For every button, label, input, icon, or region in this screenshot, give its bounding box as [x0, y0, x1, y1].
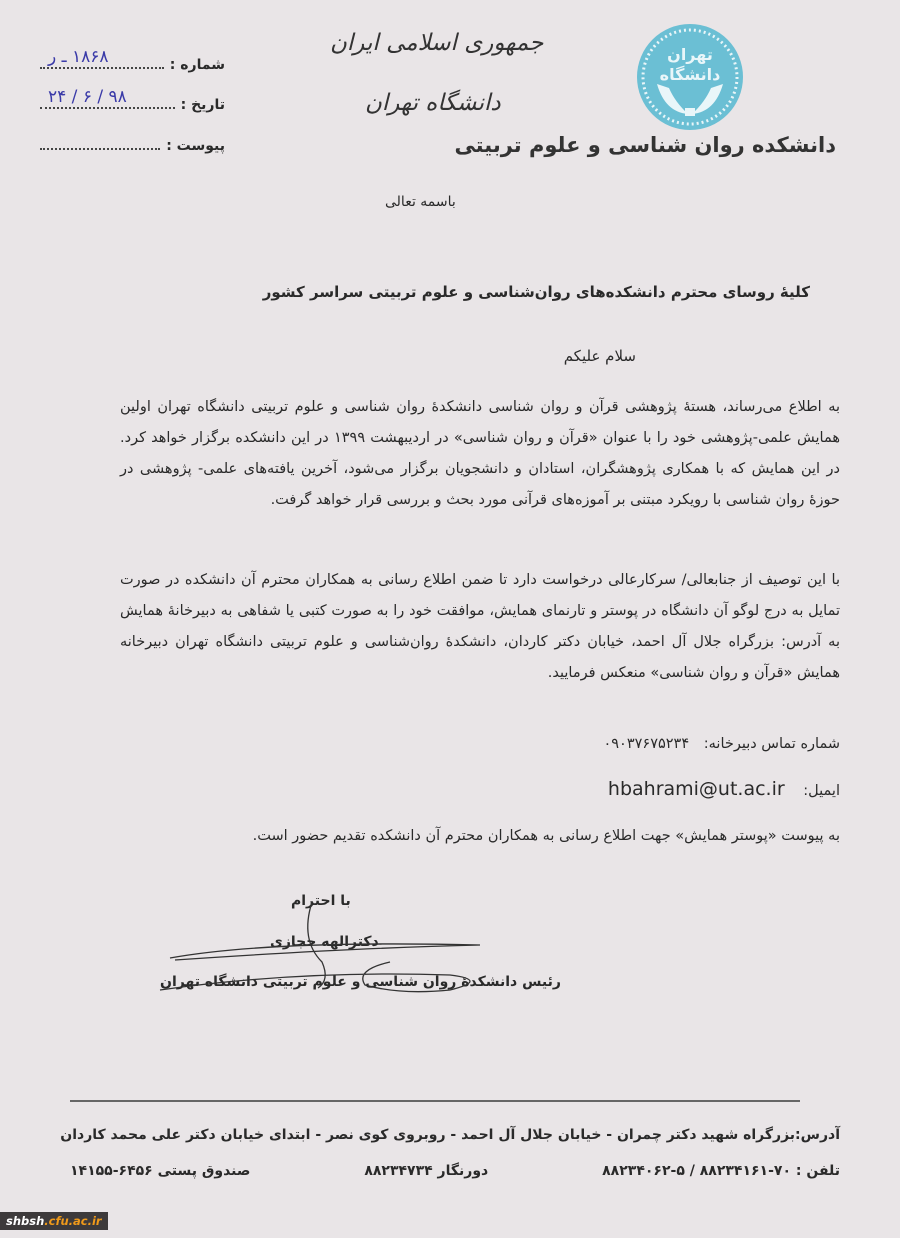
paragraph-intro: به اطلاع می‌رساند، هستهٔ پژوهشی قرآن و روان شناسی دانشکدهٔ روان شناسی و علوم تربیتی دانشگاه تهران اولین همایش علمی-پژوهشی خود را با عنوان «قرآن و روان شناسی» در اردیبهشت ۱۳۹۹ در این دانشکده برگزار خواهد کرد. در این همایش که با همکاری پژوهشگران، استادان و دانشجویان برگزار می‌شود، آخرین یافته‌های علمی- پژوهشی در حوزهٔ روان شناسی با رویکرد مبتنی بر آموزه‌های قرآنی مورد بحث و بررسی قرار خواهد گرفت.	[120, 399, 841, 508]
number-field	[40, 47, 225, 73]
paragraph-request: با این توصیف از جنابعالی/ سرکارعالی درخواست دارد تا ضمن اطلاع رسانی به همکاران محترم آن دانشکده در صورت تمایل به درج لوگو آن دانشگاه در پوستر و تارنمای همایش، موافقت خود را به صورت کتبی یا شفاهی به دبیرخانهٔ همایش به آدرس: بزرگراه جلال آل احمد، خیابان دکتر کاردان، دانشکدهٔ روان‌شناسی و علوم تربیتی دانشگاه تهران دبیرخانه همایش «قرآن و روان شناسی» منعکس فرمایید.	[120, 572, 840, 681]
footer-phone: تلفن : ۷۰-۸۸۲۳۴۱۶۱ / ۵-۸۸۲۳۴۰۶۲	[602, 1163, 840, 1179]
footer-divider	[70, 1100, 800, 1102]
invocation: باسمه تعالی	[385, 194, 456, 210]
date-label: تاریخ :	[180, 97, 225, 113]
site-watermark	[0, 1212, 108, 1230]
number-label: شماره :	[169, 57, 225, 73]
secretariat-email	[608, 778, 840, 800]
email-label: ایمیل:	[803, 783, 840, 799]
republic-title: جمهوری اسلامی ایران	[330, 30, 544, 56]
watermark-part1: shbsh	[6, 1214, 45, 1228]
footer-contacts	[70, 1163, 840, 1179]
faculty-name: دانشکده روان شناسی و علوم تربیتی	[454, 133, 836, 157]
regards: با احترام	[291, 893, 351, 909]
greeting: سلام علیکم	[563, 347, 636, 365]
email-link[interactable]: hbahrami@ut.ac.ir	[607, 778, 785, 800]
secretariat-phone	[603, 736, 840, 752]
svg-text:تهران: تهران	[667, 45, 713, 64]
attachment-note: به پیوست «پوستر همایش» جهت اطلاع رسانی به همکاران محترم آن دانشکده تقدیم حضور است.	[252, 828, 840, 844]
date-value: ۹۸ / ۶ / ۲۴	[48, 87, 127, 107]
phone-label: شماره تماس دبیرخانه:	[703, 736, 840, 752]
recipient-line: کلیهٔ روسای محترم دانشکده‌های روان‌شناسی و علوم تربیتی سراسر کشور	[262, 283, 810, 301]
watermark-part2: .cfu.ac.ir	[44, 1214, 102, 1228]
footer-fax: دورنگار ۸۸۲۳۴۷۳۴	[364, 1163, 489, 1179]
date-field	[40, 87, 225, 113]
attachment-field	[40, 138, 225, 154]
university-logo-icon	[635, 22, 745, 132]
attachment-label: پیوست :	[166, 138, 225, 154]
signer-role: رئیس دانشکدهٔ روان شناسی و علوم تربیتی دانشگاه تهران	[160, 974, 561, 990]
svg-text:دانشگاه: دانشگاه	[659, 65, 721, 84]
footer-address: آدرس:بزرگراه شهید دکتر چمران - خیابان جلال آل احمد - روبروی کوی نصر - ابتدای خیابان دکتر علی محمد کاردان	[60, 1127, 840, 1143]
number-value: ۱۸۶۸ ـ ر	[48, 47, 109, 67]
phone-value: ۰۹۰۳۷۶۷۵۲۳۴	[603, 736, 690, 752]
footer-po-box: صندوق پستی ۶۴۵۶-۱۴۱۵۵	[70, 1163, 251, 1179]
signer-name: دکترالهه حجازی	[270, 934, 379, 950]
university-title: دانشگاه تهران	[365, 90, 501, 116]
